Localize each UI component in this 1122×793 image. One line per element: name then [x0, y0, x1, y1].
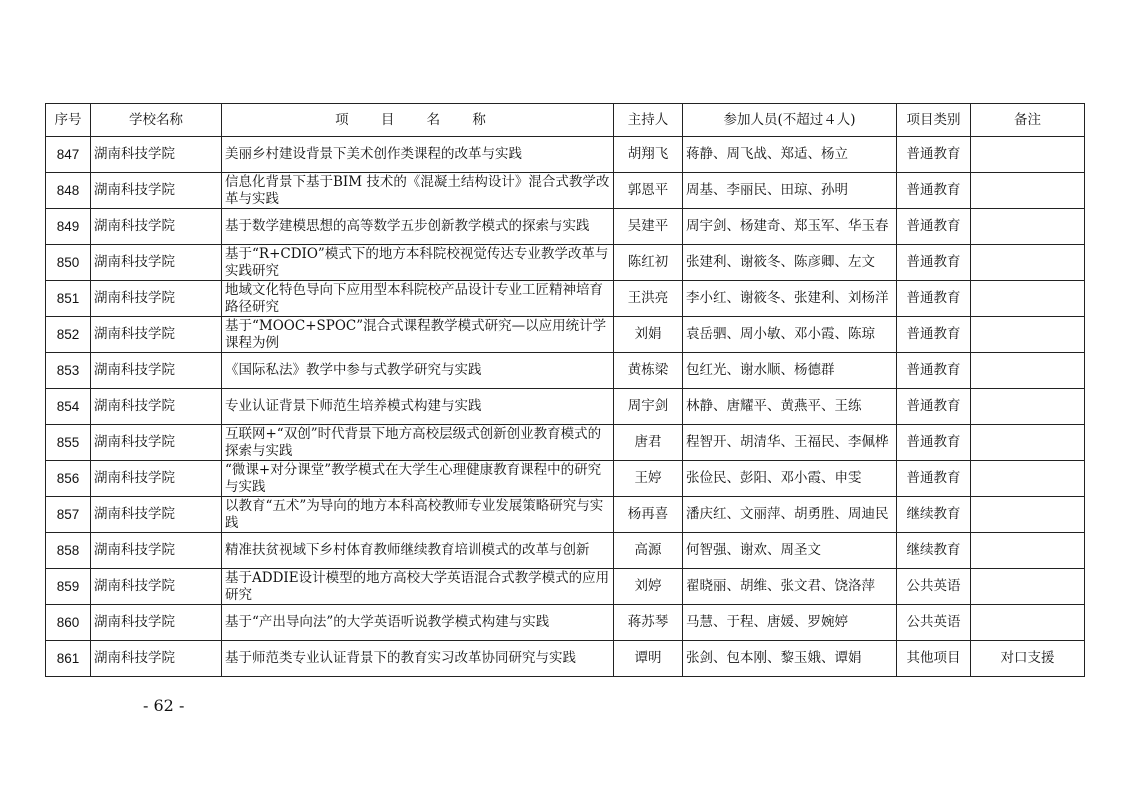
cell-notes — [971, 245, 1085, 281]
cell-no: 849 — [46, 209, 91, 245]
table-row — [46, 533, 1085, 569]
header-notes: 备注 — [971, 104, 1085, 137]
header-no: 序号 — [46, 104, 91, 137]
cell-no: 851 — [46, 281, 91, 317]
cell-school: 湖南科技学院 — [91, 605, 222, 641]
cell-host: 郭恩平 — [614, 173, 683, 209]
cell-notes — [971, 605, 1085, 641]
cell-notes — [971, 569, 1085, 605]
cell-category: 其他项目 — [897, 641, 971, 677]
header-project-name: 项 目 名 称 — [222, 104, 614, 137]
cell-members: 周基、李丽民、田琼、孙明 — [683, 173, 897, 209]
cell-no: 855 — [46, 425, 91, 461]
cell-project-name: 基于数学建模思想的高等数学五步创新教学模式的探索与实践 — [222, 209, 614, 245]
cell-category: 普通教育 — [897, 209, 971, 245]
cell-members: 周宇剑、杨建奇、郑玉军、华玉春 — [683, 209, 897, 245]
cell-category: 公共英语 — [897, 569, 971, 605]
cell-members: 李小红、谢筱冬、张建利、刘杨洋 — [683, 281, 897, 317]
cell-project-name: 专业认证背景下师范生培养模式构建与实践 — [222, 389, 614, 425]
cell-category: 公共英语 — [897, 605, 971, 641]
cell-no: 854 — [46, 389, 91, 425]
cell-school: 湖南科技学院 — [91, 245, 222, 281]
cell-school: 湖南科技学院 — [91, 641, 222, 677]
cell-category: 普通教育 — [897, 137, 971, 173]
cell-project-name: 互联网+“双创”时代背景下地方高校层级式创新创业教育模式的探索与实践 — [222, 425, 614, 461]
cell-host: 刘娟 — [614, 317, 683, 353]
cell-host: 杨再喜 — [614, 497, 683, 533]
page-number: - 62 - — [143, 696, 185, 715]
cell-no: 847 — [46, 137, 91, 173]
cell-notes — [971, 425, 1085, 461]
cell-host: 高源 — [614, 533, 683, 569]
cell-project-name: 基于“MOOC+SPOC”混合式课程教学模式研究—以应用统计学课程为例 — [222, 317, 614, 353]
cell-members: 马慧、于程、唐媛、罗婉婷 — [683, 605, 897, 641]
cell-school: 湖南科技学院 — [91, 173, 222, 209]
cell-no: 857 — [46, 497, 91, 533]
cell-no: 858 — [46, 533, 91, 569]
cell-category: 继续教育 — [897, 497, 971, 533]
cell-school: 湖南科技学院 — [91, 389, 222, 425]
cell-project-name: 以教育“五术”为导向的地方本科高校教师专业发展策略研究与实践 — [222, 497, 614, 533]
cell-host: 陈红初 — [614, 245, 683, 281]
cell-members: 袁岳驷、周小敏、邓小霞、陈琼 — [683, 317, 897, 353]
cell-no: 860 — [46, 605, 91, 641]
cell-category: 普通教育 — [897, 317, 971, 353]
cell-notes — [971, 317, 1085, 353]
header-members: 参加人员(不超过４人) — [683, 104, 897, 137]
cell-members: 程智开、胡清华、王福民、李佩桦 — [683, 425, 897, 461]
table-row — [46, 209, 1085, 245]
cell-project-name: 基于师范类专业认证背景下的教育实习改革协同研究与实践 — [222, 641, 614, 677]
cell-school: 湖南科技学院 — [91, 569, 222, 605]
cell-project-name: 地域文化特色导向下应用型本科院校产品设计专业工匠精神培育路径研究 — [222, 281, 614, 317]
cell-host: 周宇剑 — [614, 389, 683, 425]
cell-school: 湖南科技学院 — [91, 533, 222, 569]
cell-members: 包红光、谢水顺、杨德群 — [683, 353, 897, 389]
cell-notes — [971, 461, 1085, 497]
cell-project-name: 《国际私法》教学中参与式教学研究与实践 — [222, 353, 614, 389]
cell-project-name: 精准扶贫视域下乡村体育教师继续教育培训模式的改革与创新 — [222, 533, 614, 569]
table-row — [46, 245, 1085, 281]
header-host: 主持人 — [614, 104, 683, 137]
table-row — [46, 641, 1085, 677]
table-row — [46, 389, 1085, 425]
cell-category: 继续教育 — [897, 533, 971, 569]
cell-notes: 对口支援 — [971, 641, 1085, 677]
cell-category: 普通教育 — [897, 245, 971, 281]
cell-host: 黄栋梁 — [614, 353, 683, 389]
cell-category: 普通教育 — [897, 425, 971, 461]
cell-school: 湖南科技学院 — [91, 353, 222, 389]
table-row — [46, 281, 1085, 317]
cell-notes — [971, 173, 1085, 209]
cell-school: 湖南科技学院 — [91, 461, 222, 497]
cell-no: 859 — [46, 569, 91, 605]
cell-host: 蒋苏琴 — [614, 605, 683, 641]
cell-host: 刘婷 — [614, 569, 683, 605]
cell-notes — [971, 353, 1085, 389]
header-school: 学校名称 — [91, 104, 222, 137]
cell-members: 潘庆红、文丽萍、胡勇胜、周迪民 — [683, 497, 897, 533]
project-table — [45, 103, 1085, 677]
table-row — [46, 605, 1085, 641]
cell-school: 湖南科技学院 — [91, 317, 222, 353]
cell-members: 翟晓丽、胡维、张文君、饶洛萍 — [683, 569, 897, 605]
table-row — [46, 569, 1085, 605]
header-category: 项目类别 — [897, 104, 971, 137]
cell-members: 林静、唐耀平、黄燕平、王练 — [683, 389, 897, 425]
cell-members: 何智强、谢欢、周圣文 — [683, 533, 897, 569]
cell-host: 王洪亮 — [614, 281, 683, 317]
cell-notes — [971, 209, 1085, 245]
cell-school: 湖南科技学院 — [91, 425, 222, 461]
cell-host: 唐君 — [614, 425, 683, 461]
table-row — [46, 425, 1085, 461]
cell-no: 850 — [46, 245, 91, 281]
cell-no: 853 — [46, 353, 91, 389]
cell-no: 861 — [46, 641, 91, 677]
cell-notes — [971, 281, 1085, 317]
cell-category: 普通教育 — [897, 461, 971, 497]
cell-members: 蒋静、周飞战、郑适、杨立 — [683, 137, 897, 173]
cell-notes — [971, 137, 1085, 173]
cell-project-name: 基于“R+CDIO”模式下的地方本科院校视觉传达专业教学改革与实践研究 — [222, 245, 614, 281]
cell-members: 张俭民、彭阳、邓小霞、申雯 — [683, 461, 897, 497]
cell-no: 856 — [46, 461, 91, 497]
cell-category: 普通教育 — [897, 281, 971, 317]
cell-host: 王婷 — [614, 461, 683, 497]
table-row — [46, 137, 1085, 173]
cell-school: 湖南科技学院 — [91, 209, 222, 245]
table-row — [46, 173, 1085, 209]
cell-category: 普通教育 — [897, 173, 971, 209]
cell-category: 普通教育 — [897, 389, 971, 425]
cell-notes — [971, 497, 1085, 533]
table-row — [46, 497, 1085, 533]
cell-project-name: “微课+对分课堂”教学模式在大学生心理健康教育课程中的研究与实践 — [222, 461, 614, 497]
cell-members: 张剑、包本刚、黎玉娥、谭娟 — [683, 641, 897, 677]
cell-project-name: 美丽乡村建设背景下美术创作类课程的改革与实践 — [222, 137, 614, 173]
cell-notes — [971, 533, 1085, 569]
cell-project-name: 基于“产出导向法”的大学英语听说教学模式构建与实践 — [222, 605, 614, 641]
cell-host: 胡翔飞 — [614, 137, 683, 173]
cell-members: 张建利、谢筱冬、陈彦卿、左文 — [683, 245, 897, 281]
cell-school: 湖南科技学院 — [91, 281, 222, 317]
cell-host: 吴建平 — [614, 209, 683, 245]
cell-no: 848 — [46, 173, 91, 209]
table-row — [46, 353, 1085, 389]
cell-category: 普通教育 — [897, 353, 971, 389]
cell-host: 谭明 — [614, 641, 683, 677]
cell-school: 湖南科技学院 — [91, 497, 222, 533]
cell-notes — [971, 389, 1085, 425]
table-row — [46, 461, 1085, 497]
cell-project-name: 基于ADDIE设计模型的地方高校大学英语混合式教学模式的应用研究 — [222, 569, 614, 605]
cell-no: 852 — [46, 317, 91, 353]
cell-school: 湖南科技学院 — [91, 137, 222, 173]
table-header-row — [46, 104, 1085, 137]
table-row — [46, 317, 1085, 353]
cell-project-name: 信息化背景下基于BIM 技术的《混凝土结构设计》混合式教学改革与实践 — [222, 173, 614, 209]
